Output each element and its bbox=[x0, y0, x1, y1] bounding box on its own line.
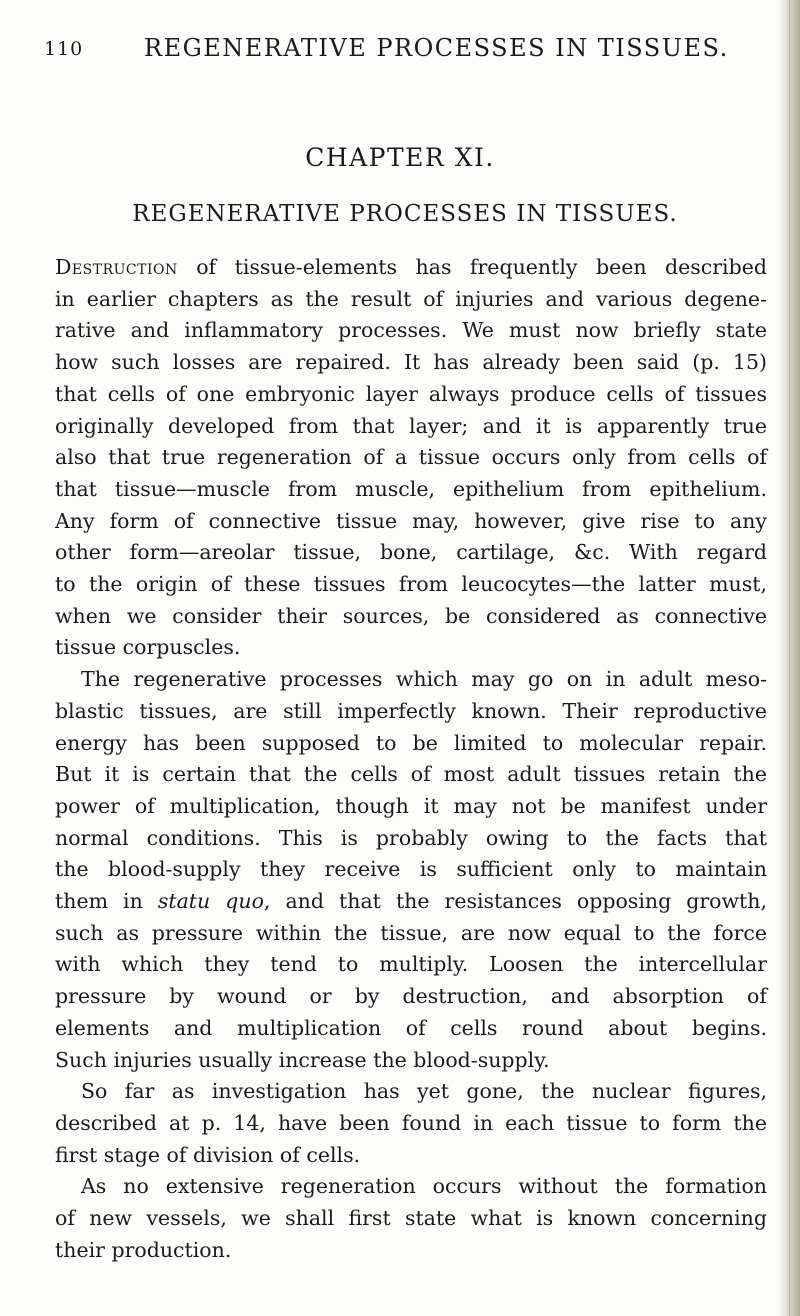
text-line bbox=[55, 1140, 767, 1172]
page-number: 110 bbox=[44, 38, 84, 60]
text-segment: energy has been supposed to be limited to molecular repair. bbox=[55, 730, 767, 755]
page-header bbox=[44, 32, 764, 72]
text-segment: power of multiplication, though it may not be manifest under bbox=[55, 793, 767, 818]
text-segment: that cells of one embryonic layer always produce cells of tissues bbox=[55, 381, 767, 406]
text-segment: the blood-supply they receive is sufficient only to maintain bbox=[55, 857, 767, 882]
text-line bbox=[55, 252, 767, 284]
text-segment: rative and inflammatory processes. We must now briefly state bbox=[55, 318, 767, 343]
text-line bbox=[55, 664, 767, 696]
paragraph bbox=[55, 664, 767, 1076]
text-line bbox=[55, 506, 767, 538]
text-segment: The regenerative processes which may go on in adult meso- bbox=[81, 667, 767, 692]
lead-word: Destruction bbox=[55, 255, 178, 279]
text-segment: in earlier chapters as the result of injuries and various degene- bbox=[55, 286, 767, 311]
text-line bbox=[55, 854, 767, 886]
text-segment: of tissue-elements has frequently been described bbox=[177, 255, 767, 279]
text-segment: normal conditions. This is probably owing to the facts that bbox=[55, 825, 767, 850]
text-segment: with which they tend to multiply. Loosen the intercellular bbox=[55, 952, 767, 977]
text-line bbox=[55, 1171, 767, 1203]
text-line bbox=[55, 981, 767, 1013]
text-line bbox=[55, 1013, 767, 1045]
text-segment: , and that the resistances opposing growth, bbox=[263, 889, 767, 914]
text-segment: also that true regeneration of a tissue occurs only from cells of bbox=[55, 445, 767, 470]
body-text bbox=[55, 252, 767, 1267]
text-line bbox=[55, 1045, 767, 1077]
text-line bbox=[55, 569, 767, 601]
text-line bbox=[55, 315, 767, 347]
text-line bbox=[55, 696, 767, 728]
text-line bbox=[55, 791, 767, 823]
text-segment: blastic tissues, are still imperfectly known. Their reproductive bbox=[55, 698, 767, 723]
text-segment: first stage of division of cells. bbox=[55, 1142, 361, 1167]
text-line bbox=[55, 284, 767, 316]
text-line bbox=[55, 537, 767, 569]
italic-phrase: statu quo bbox=[157, 889, 264, 914]
text-line bbox=[55, 601, 767, 633]
text-segment: how such losses are repaired. It has already been said (p. 15) bbox=[55, 350, 767, 375]
text-segment: to the origin of these tissues from leucocytes—the latter must, bbox=[55, 572, 767, 597]
text-line bbox=[55, 759, 767, 791]
text-segment: So far as investigation has yet gone, the nuclear figures, bbox=[81, 1079, 767, 1104]
text-line bbox=[55, 949, 767, 981]
text-segment: originally developed from that layer; and it is apparently true bbox=[55, 413, 767, 438]
text-line bbox=[55, 1203, 767, 1235]
text-segment: Any form of connective tissue may, however, give rise to any bbox=[55, 508, 767, 533]
running-head: REGENERATIVE PROCESSES IN TISSUES. bbox=[144, 34, 729, 62]
text-segment: them in bbox=[55, 889, 158, 914]
text-line bbox=[55, 728, 767, 760]
text-segment: elements and multiplication of cells round about begins. bbox=[55, 1015, 767, 1040]
text-segment: As no extensive regeneration occurs without the formation bbox=[81, 1174, 767, 1199]
text-line bbox=[55, 347, 767, 379]
text-line bbox=[55, 823, 767, 855]
text-segment: such as pressure within the tissue, are now equal to the force bbox=[55, 920, 767, 945]
text-segment: pressure by wound or by destruction, and absorption of bbox=[55, 984, 767, 1009]
text-line bbox=[55, 442, 767, 474]
text-line bbox=[55, 918, 767, 950]
text-line bbox=[55, 411, 767, 443]
text-line bbox=[55, 886, 767, 918]
text-segment: described at p. 14, have been found in each tissue to form the bbox=[55, 1110, 767, 1135]
text-line bbox=[55, 632, 767, 664]
text-segment: when we consider their sources, be considered as connective bbox=[55, 603, 767, 628]
text-segment: that tissue—muscle from muscle, epithelium from epithelium. bbox=[55, 476, 767, 501]
text-segment: of new vessels, we shall first state what is known concerning bbox=[55, 1206, 767, 1231]
text-segment: Such injuries usually increase the blood-supply. bbox=[55, 1047, 550, 1072]
chapter-number: CHAPTER XI. bbox=[305, 143, 495, 172]
text-line bbox=[55, 1235, 767, 1267]
text-line bbox=[55, 1108, 767, 1140]
text-line bbox=[55, 379, 767, 411]
text-segment: tissue corpuscles. bbox=[55, 635, 241, 660]
text-segment: other form—areolar tissue, bone, cartilage, &c. With regard bbox=[55, 540, 767, 565]
text-line bbox=[55, 474, 767, 506]
text-segment: But it is certain that the cells of most adult tissues retain the bbox=[55, 762, 767, 787]
paragraph bbox=[55, 252, 767, 664]
paragraph bbox=[55, 1076, 767, 1171]
text-segment: their production. bbox=[55, 1237, 232, 1262]
page-edge-line bbox=[789, 0, 790, 1316]
text-line bbox=[55, 1076, 767, 1108]
paragraph bbox=[55, 1171, 767, 1266]
chapter-title: REGENERATIVE PROCESSES IN TISSUES. bbox=[132, 201, 678, 227]
